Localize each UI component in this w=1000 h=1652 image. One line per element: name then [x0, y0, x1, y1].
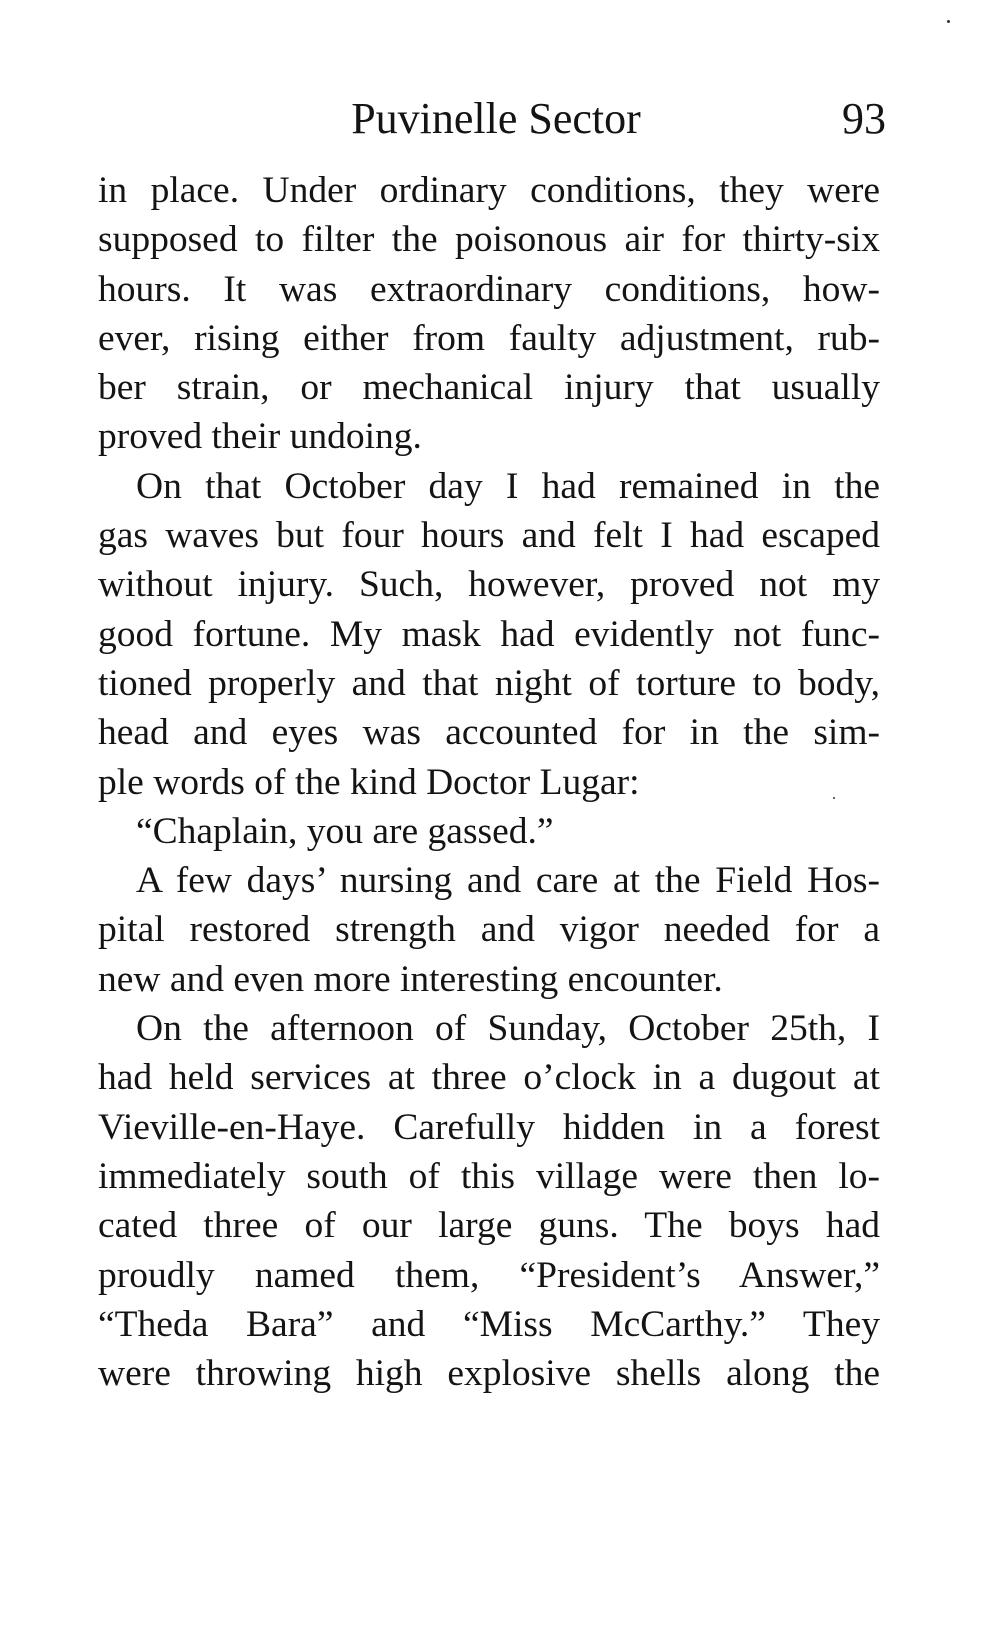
running-title: Puvinelle Sector	[351, 94, 641, 143]
text-line: On that October day I had remained in the	[136, 465, 880, 507]
text-line: “Chaplain, you are gassed.”	[136, 810, 554, 852]
text-line: proved their undoing.	[98, 416, 422, 458]
text-line: ever, rising either from faulty adjustment, rub-	[98, 317, 880, 359]
text-line: A few days’ nursing and care at the Field Hos-	[136, 860, 880, 902]
running-head	[98, 94, 886, 144]
text-line: good fortune. My mask had evidently not func-	[98, 613, 880, 655]
text-line: ber strain, or mechanical injury that usually	[98, 367, 880, 409]
text-line: were throwing high explosive shells along the	[98, 1353, 880, 1395]
page-number: 93	[842, 94, 886, 143]
text-line: in place. Under ordinary conditions, they were	[98, 170, 880, 211]
text-line: On the afternoon of Sunday, October 25th, I	[136, 1008, 880, 1050]
text-line: without injury. Such, however, proved not my	[98, 564, 880, 606]
text-line: “Theda Bara” and “Miss McCarthy.” They	[98, 1303, 880, 1345]
text-line: Vieville-en-Haye. Carefully hidden in a forest	[98, 1106, 880, 1148]
text-line: proudly named them, “President’s Answer,”	[98, 1254, 880, 1296]
text-line: hours. It was extraordinary conditions, how-	[98, 268, 880, 310]
body-text	[98, 166, 880, 1398]
text-line: pital restored strength and vigor needed for a	[98, 909, 880, 951]
text-line: gas waves but four hours and felt I had escaped	[98, 515, 880, 557]
text-line: ple words of the kind Doctor Lugar:	[98, 761, 640, 803]
print-speck	[947, 20, 950, 23]
text-line: supposed to filter the poisonous air for thirty-six	[98, 219, 880, 261]
text-line: head and eyes was accounted for in the sim-	[98, 712, 880, 754]
print-speck	[833, 797, 835, 799]
text-line: immediately south of this village were then lo-	[98, 1155, 880, 1197]
text-line: had held services at three o’clock in a dugout at	[98, 1057, 880, 1099]
text-line: new and even more interesting encounter.	[98, 958, 723, 1000]
text-line: cated three of our large guns. The boys had	[98, 1205, 880, 1247]
text-line: tioned properly and that night of torture to body,	[98, 662, 880, 704]
